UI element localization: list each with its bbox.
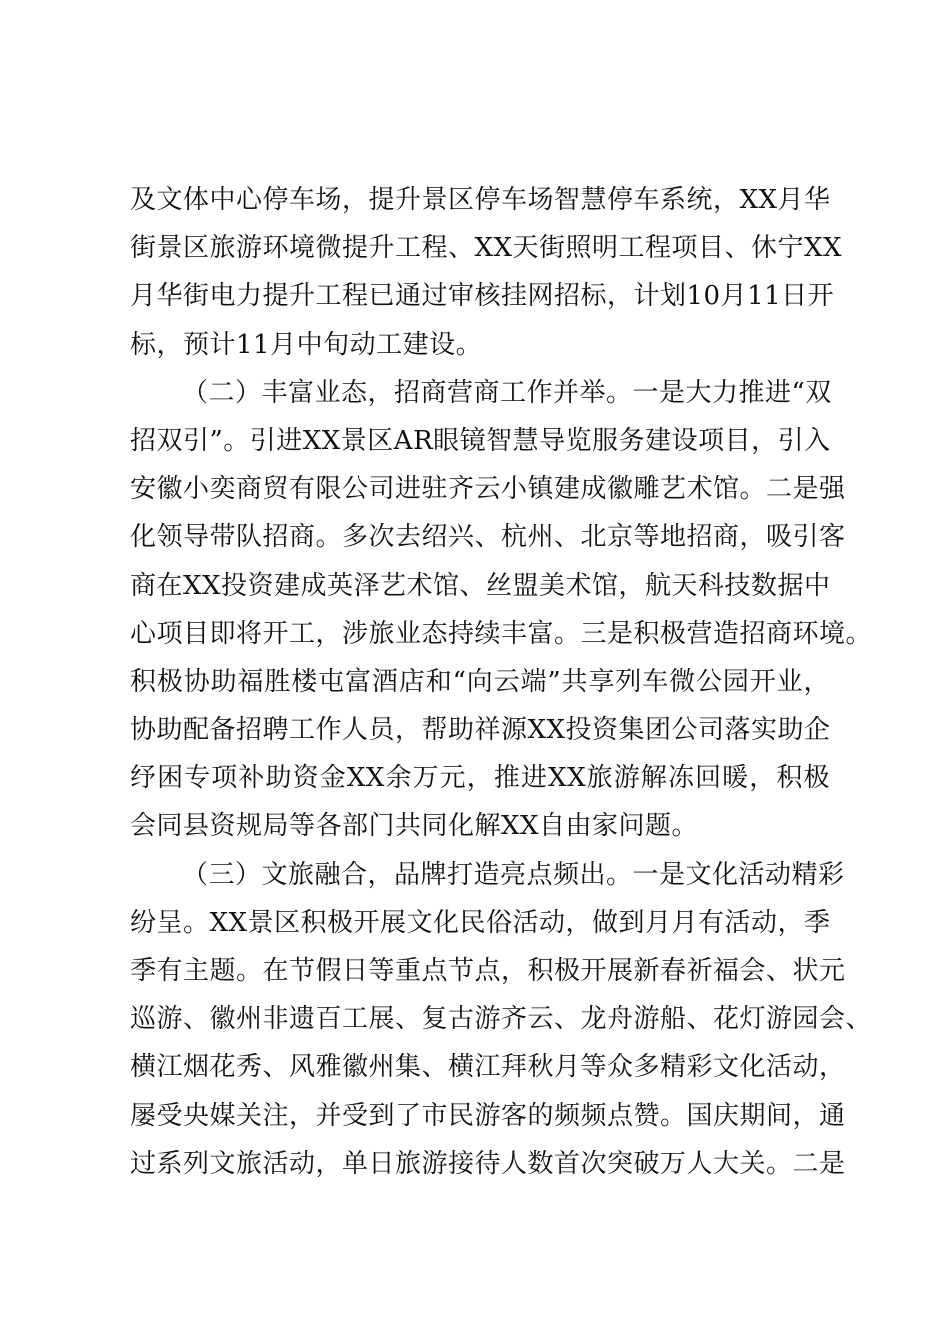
section-heading-line: （三）文旅融合，品牌打造亮点频出。一是文化活动精彩: [182, 859, 845, 890]
section-heading-line: （二）丰富业态，招商营商工作并举。一是大力推进“双: [182, 377, 832, 408]
paragraph-line: 季有主题。在节假日等重点节点，积极开展新春祈福会、状元: [130, 956, 846, 986]
paragraph-line: 及文体中心停车场，提升景区停车场智慧停车系统，XX月华: [130, 185, 831, 215]
paragraph-line: 横江烟花秀、风雅徽州集、横江拜秋月等众多精彩文化活动，: [130, 1052, 846, 1083]
paragraph-line: 化领导带队招商。多次去绍兴、杭州、北京等地招商，吸引客: [130, 522, 846, 553]
paragraph-line: 积极协助福胜楼屯富酒店和“向云端”共享列车微公园开业，: [130, 666, 830, 697]
paragraph-line: 纾困专项补助资金XX余万元，推进XX旅游解冻回暖，积极: [130, 763, 830, 794]
paragraph-line: 心项目即将开工，涉旅业态持续丰富。三是积极营造招商环境。: [130, 618, 873, 649]
paragraph-line: 安徽小奕商贸有限公司进驻齐云小镇建成徽雕艺术馆。二是强: [130, 474, 846, 505]
paragraph-line: 屡受央媒关注，并受到了市民游客的频频点赞。国庆期间，通: [130, 1100, 846, 1131]
paragraph-line: 纷呈。XX景区积极开展文化民俗活动，做到月月有活动，季: [130, 907, 831, 938]
paragraph-line: 街景区旅游环境微提升工程、XX天街照明工程项目、休宁XX: [130, 233, 843, 264]
paragraph-line: 过系列文旅活动，单日旅游接待人数首次突破万人大关。二是: [130, 1148, 846, 1179]
paragraph-line: 月华街电力提升工程已通过审核挂网招标，计划10月11日开: [130, 281, 835, 312]
paragraph-line: 标，预计11月中旬动工建设。: [130, 329, 483, 360]
paragraph-line: 招双引”。引进XX景区AR眼镜智慧导览服务建设项目，引入: [130, 425, 831, 456]
paragraph-line: 商在XX投资建成英泽艺术馆、丝盟美术馆，航天科技数据中: [130, 570, 831, 601]
paragraph-line: 巡游、徽州非遗百工展、复古游齐云、龙舟游船、花灯游园会、: [130, 1004, 873, 1035]
paragraph-line: 协助配备招聘工作人员，帮助祥源XX投资集团公司落实助企: [130, 715, 831, 746]
document-body: [130, 176, 873, 1188]
paragraph-line: 会同县资规局等各部门共同化解XX自由家问题。: [130, 811, 699, 842]
